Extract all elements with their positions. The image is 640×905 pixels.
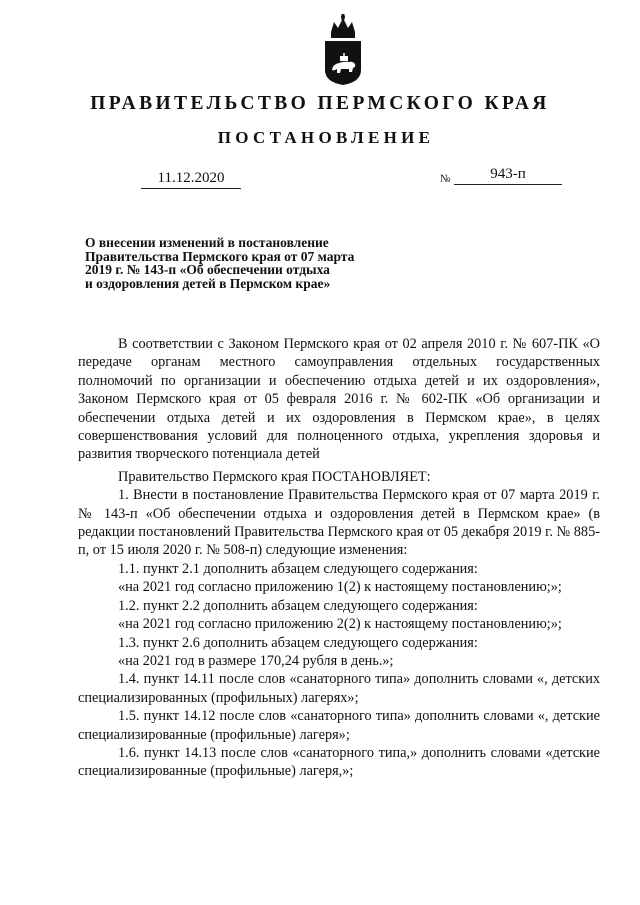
document-type: ПОСТАНОВЛЕНИЕ (217, 128, 435, 147)
government-title: ПРАВИТЕЛЬСТВО ПЕРМСКОГО КРАЯ (90, 93, 550, 114)
document-subject (85, 236, 385, 290)
coat-of-arms-icon (322, 14, 364, 86)
item-1-1: 1.1. пункт 2.1 дополнить абзацем следующего содержания: (118, 560, 478, 577)
item-1-2-text: «на 2021 год согласно приложению 2(2) к настоящему постановлению;»; (118, 616, 562, 633)
preamble-paragraph: В соответствии с Законом Пермского края от 02 апреля 2010 г. № 607-ПК «О передаче органам местного самоуправления отдельных государственных полномочий по организации и обеспечению отдыха детей и их оздоровления», Законом Пермского края от 05 февраля 2016 г. № 602-ПК «Об организации и обеспечении отдыха детей и их оздоровления в Пермском крае», в целях совершенствования условий для полноценного отдыха, укрепления здоровья и развития творческого потенциала детей (78, 336, 600, 463)
item-1: 1. Внести в постановление Правительства Пермского края от 07 марта 2019 г. № 143-п «Об обеспечении отдыха и оздоровления детей в Пермском крае» (в редакции постановлений Правительства Пермского края от 05 декабря 2019 г. № 885-п, от 15 июля 2020 г. № 508-п) следующие изменения: (78, 487, 600, 559)
item-1-2: 1.2. пункт 2.2 дополнить абзацем следующего содержания: (118, 597, 478, 614)
document-date: 11.12.2020 (141, 168, 241, 189)
item-1-5: 1.5. пункт 14.12 после слов «санаторного типа» дополнить словами «, детские специализированные (профильные) лагеря»; (78, 708, 600, 743)
item-1-3: 1.3. пункт 2.6 дополнить абзацем следующего содержания: (118, 634, 478, 651)
item-1-4: 1.4. пункт 14.11 после слов «санаторного типа» дополнить словами «, детских специализированных (профильных) лагерях»; (78, 671, 600, 706)
document-body (78, 335, 600, 781)
subject-line: О внесении изменений в постановление (85, 235, 329, 250)
subject-line: 2019 г. № 143-п «Об обеспечении отдыха (85, 262, 330, 277)
item-1-1-text: «на 2021 год согласно приложению 1(2) к настоящему постановлению;»; (118, 579, 562, 596)
item-1-6: 1.6. пункт 14.13 после слов «санаторного типа,» дополнить словами «детские специализированные (профильные) лагеря,»; (78, 744, 600, 780)
subject-line: и оздоровления детей в Пермском крае» (85, 275, 331, 291)
document-number: 943-п (454, 164, 562, 185)
decree-line: Правительство Пермского края ПОСТАНОВЛЯЕТ: (118, 468, 431, 485)
subject-line: Правительства Пермского края от 07 марта (85, 248, 355, 264)
item-1-3-text: «на 2021 год в размере 170,24 рубля в день.»; (118, 652, 394, 669)
number-label: № (440, 173, 451, 185)
